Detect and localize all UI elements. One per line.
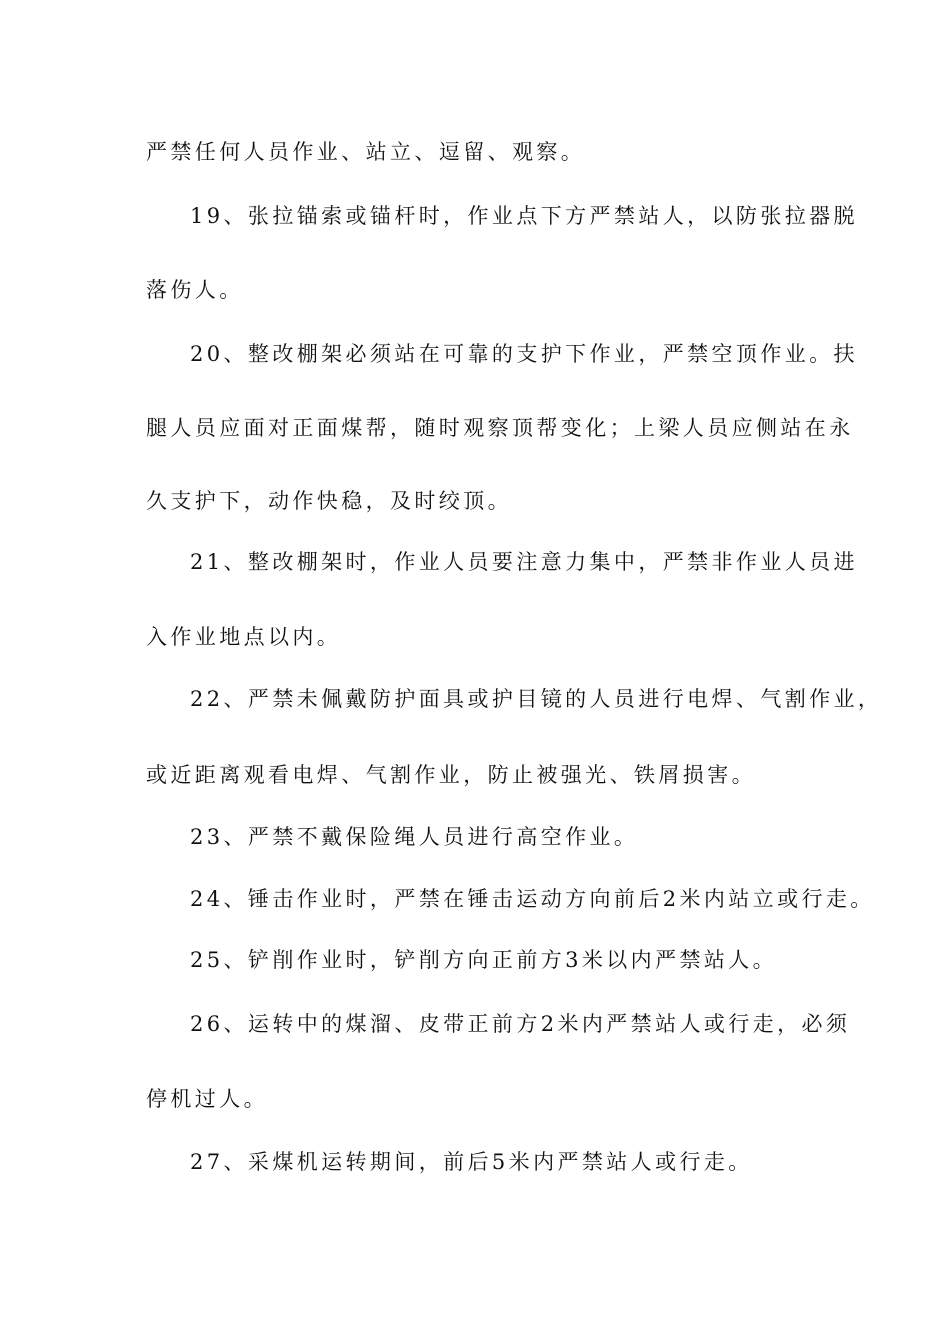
text-line: 严禁任何人员作业、站立、逗留、观察。 <box>146 140 586 164</box>
item-19-line: 19、张拉锚索或锚杆时，作业点下方严禁站人，以防张拉器脱 <box>190 204 858 228</box>
item-20-line: 20、整改棚架必须站在可靠的支护下作业，严禁空顶作业。扶 <box>190 342 858 366</box>
item-21-line: 21、整改棚架时，作业人员要注意力集中，严禁非作业人员进 <box>190 550 858 574</box>
item-24-line: 24、锤击作业时，严禁在锤击运动方向前后2米内站立或行走。 <box>190 887 875 911</box>
text-line: 停机过人。 <box>146 1087 268 1111</box>
text-line: 久支护下，动作快稳，及时绞顶。 <box>146 489 512 513</box>
text-line: 腿人员应面对正面煤帮，随时观察顶帮变化；上梁人员应侧站在永 <box>146 416 854 440</box>
text-line: 或近距离观看电焊、气割作业，防止被强光、铁屑损害。 <box>146 763 756 787</box>
item-25-line: 25、铲削作业时，铲削方向正前方3米以内严禁站人。 <box>190 948 778 972</box>
item-22-line: 22、严禁未佩戴防护面具或护目镜的人员进行电焊、气割作业， <box>190 687 883 711</box>
item-26-line: 26、运转中的煤溜、皮带正前方2米内严禁站人或行走，必须 <box>190 1012 851 1036</box>
text-line: 入作业地点以内。 <box>146 625 342 649</box>
item-27-line: 27、采煤机运转期间，前后5米内严禁站人或行走。 <box>190 1150 753 1174</box>
text-line: 落伤人。 <box>146 278 244 302</box>
item-23-line: 23、严禁不戴保险绳人员进行高空作业。 <box>190 825 639 849</box>
